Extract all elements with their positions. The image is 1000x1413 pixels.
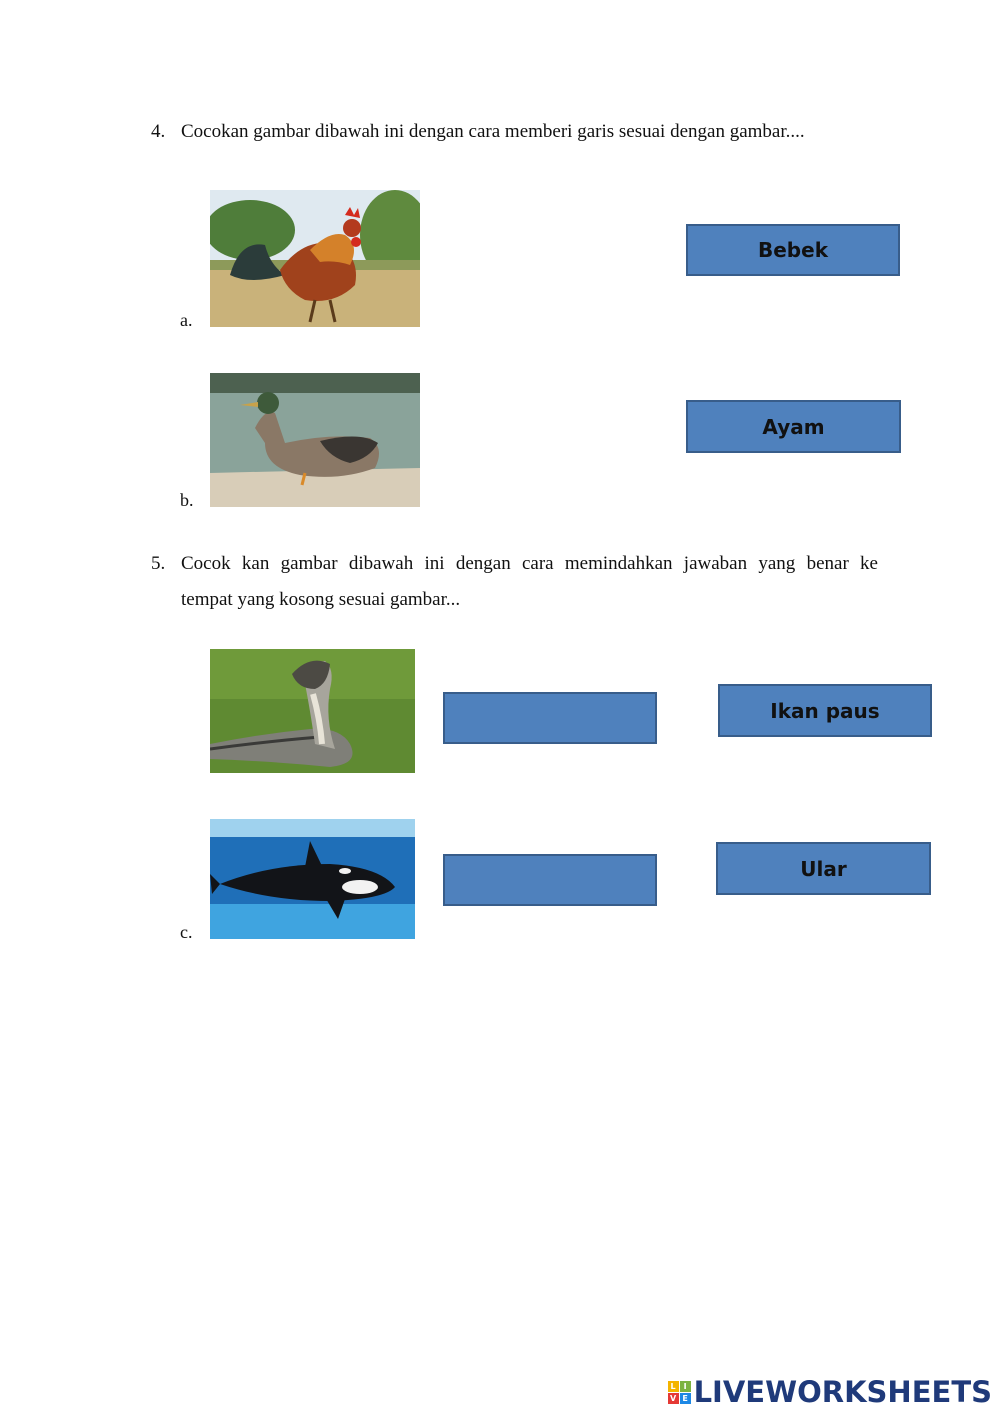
answer-slot-1[interactable] — [443, 692, 657, 744]
brand-name: LIVEWORKSHEETS — [693, 1375, 992, 1409]
rooster-image — [210, 190, 420, 327]
item-letter-a: a. — [180, 310, 193, 330]
duck-image — [210, 373, 420, 507]
option-bebek[interactable]: Bebek — [686, 224, 900, 276]
cobra-image — [210, 649, 415, 773]
liveworksheets-logo-icon: L I V E — [668, 1381, 691, 1404]
option-ular[interactable]: Ular — [716, 842, 931, 895]
question-4 — [151, 114, 881, 150]
question-5-number: 5. — [151, 553, 166, 574]
question-5 — [151, 546, 881, 618]
item-letter-c: c. — [180, 922, 193, 942]
orca-image — [210, 819, 415, 939]
answer-slot-2[interactable] — [443, 854, 657, 906]
question-4-text: Cocokan gambar dibawah ini dengan cara memberi garis sesuai dengan gambar.... — [181, 121, 805, 142]
option-ikan-paus[interactable]: Ikan paus — [718, 684, 932, 737]
question-4-number: 4. — [151, 121, 166, 142]
option-ayam[interactable]: Ayam — [686, 400, 901, 453]
question-5-text-line2: tempat yang kosong sesuai gambar... — [181, 589, 461, 610]
item-letter-b: b. — [180, 490, 194, 510]
question-5-text-line1: Cocok kan gambar dibawah ini dengan cara memindahkan jawaban yang benar ke — [181, 553, 878, 574]
liveworksheets-brand — [668, 1375, 992, 1409]
